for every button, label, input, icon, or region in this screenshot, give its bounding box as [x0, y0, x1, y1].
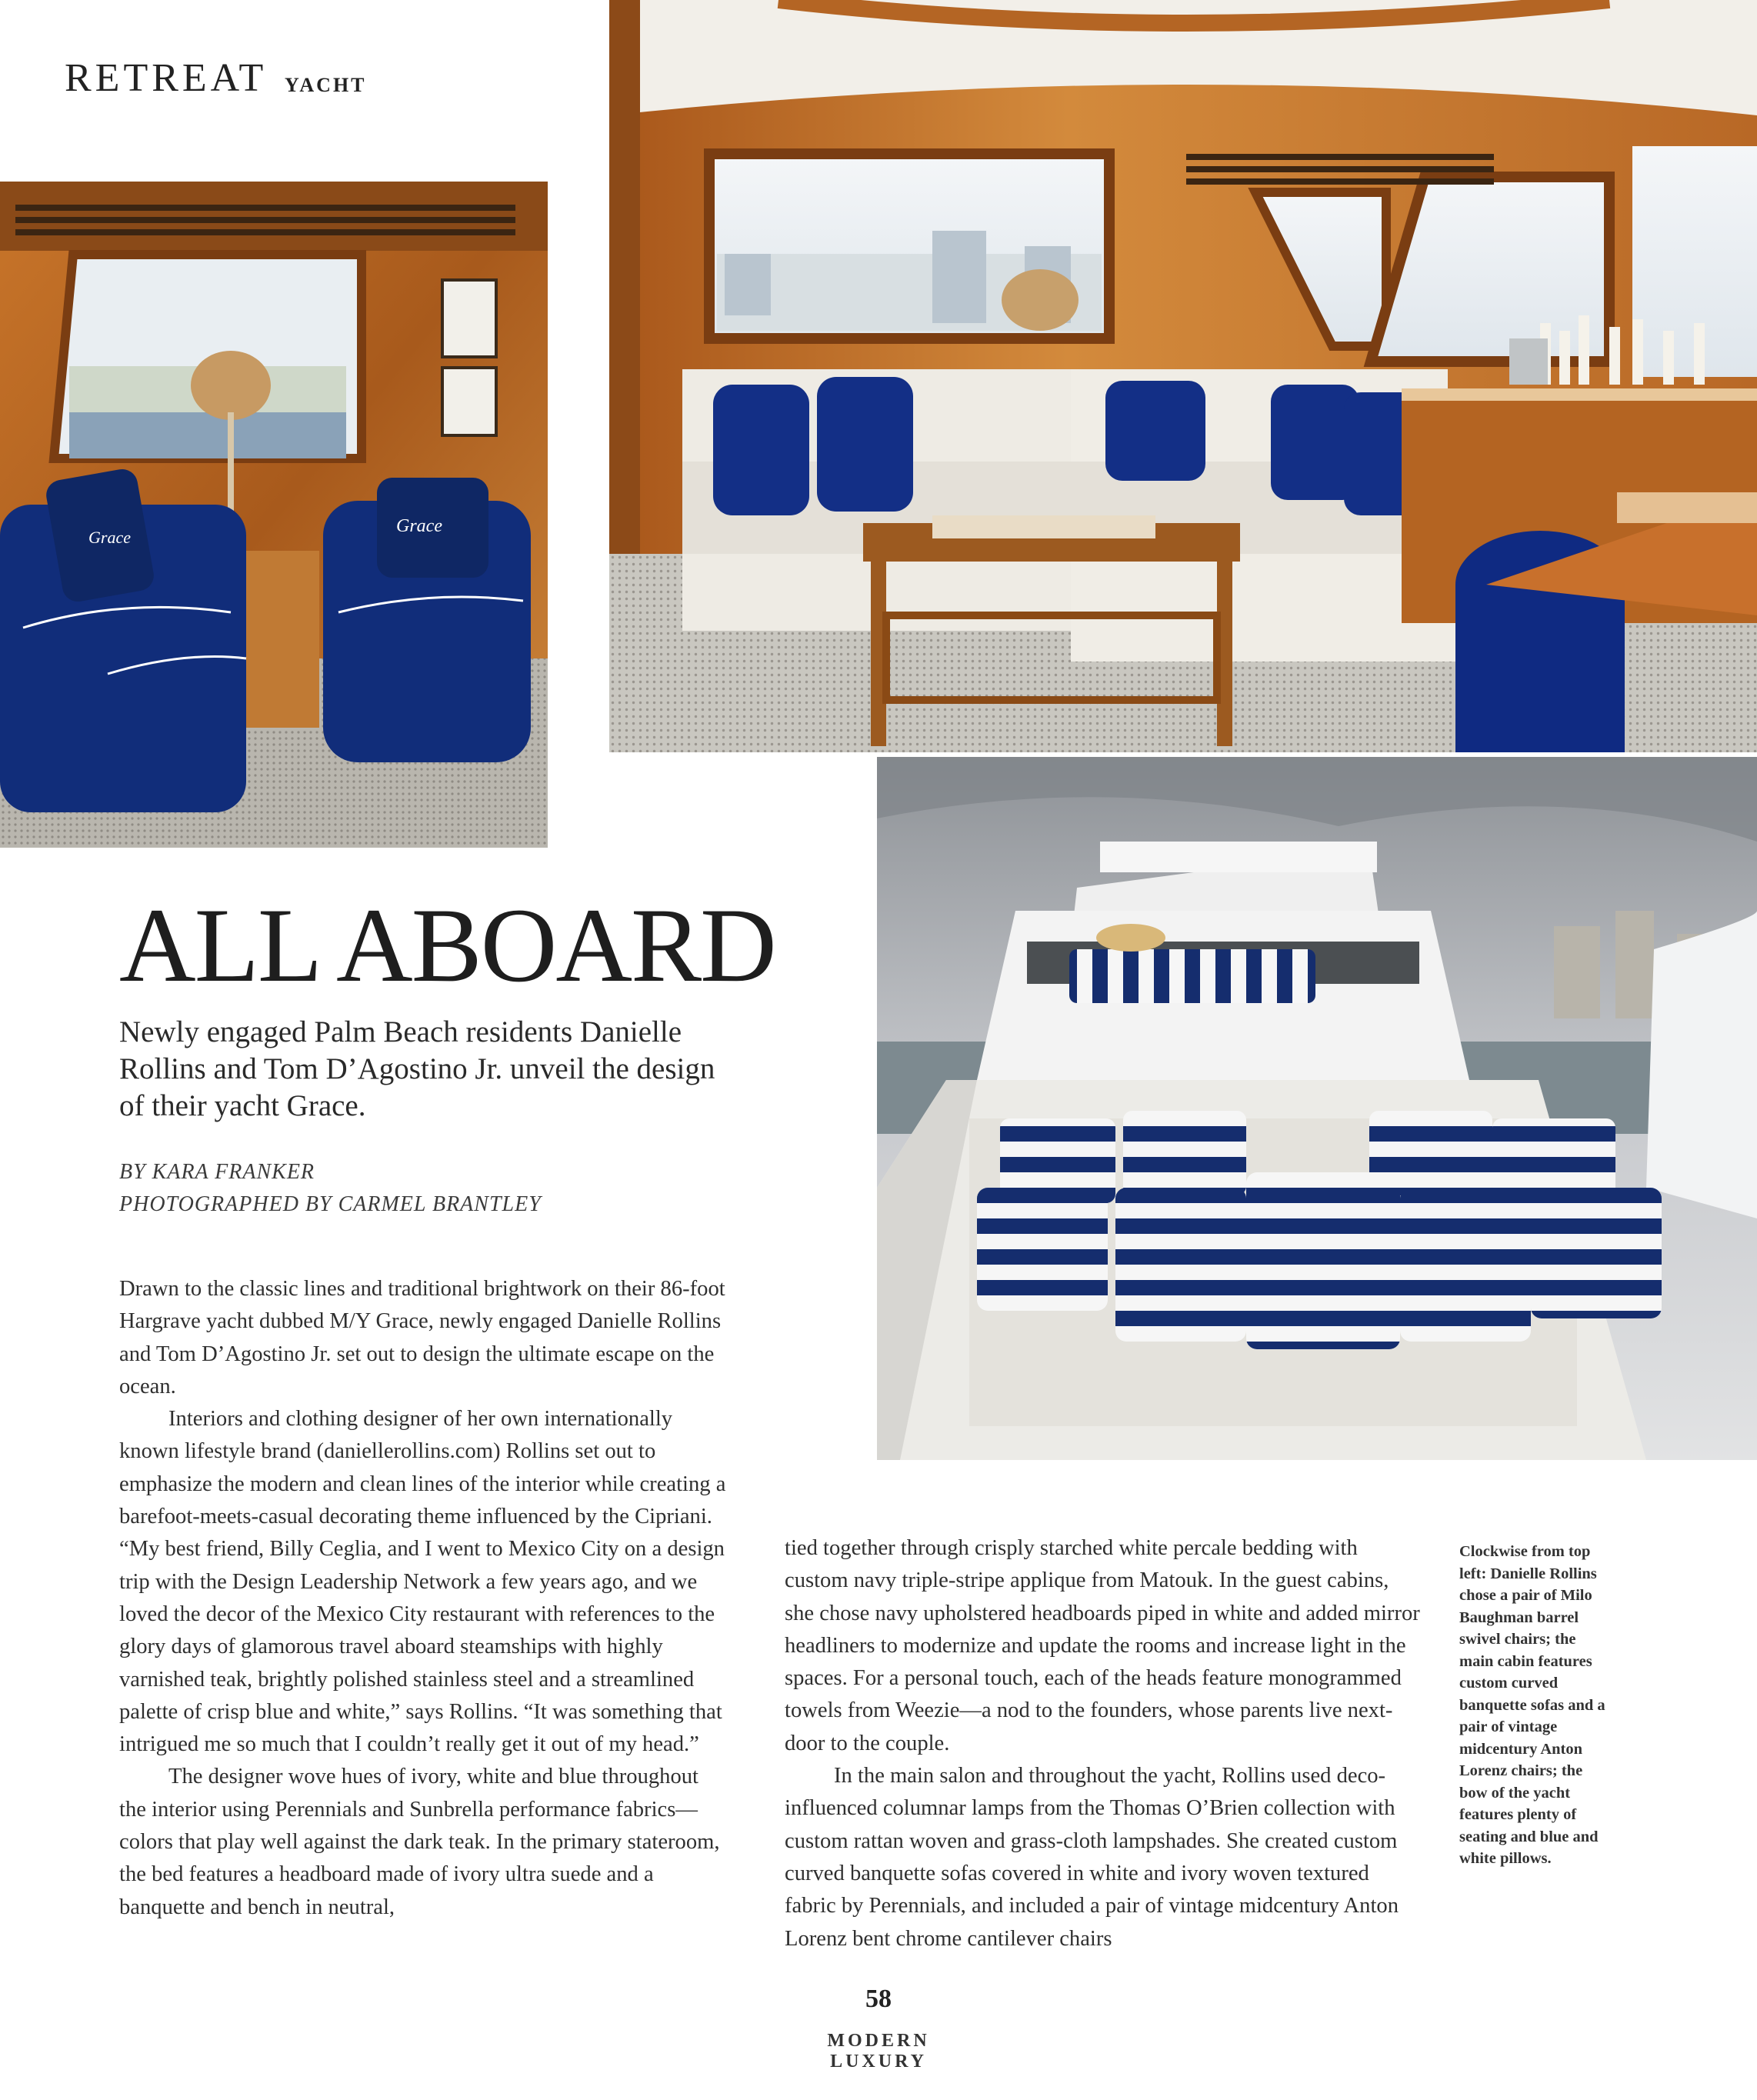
body-column-1 — [119, 1273, 727, 1924]
byline-photographer: PHOTOGRAPHED BY CARMEL BRANTLEY — [119, 1192, 542, 1216]
byline-author: BY KARA FRANKER — [119, 1160, 315, 1184]
body-paragraph: tied together through crisply starched white percale bedding with custom navy triple-stripe applique from Matouk. In the guest cabins, she chose navy upholstered headboards piped in white and added mirror headliners to modernize and update the rooms and increase light in the spaces. For a personal touch, each of the heads feature monogrammed towels from Weezie—a nod to the founders, whose parents live next-door to the couple. — [785, 1536, 1420, 1755]
body-paragraph: Interiors and clothing designer of her own internationally known lifestyle brand (daniellerollins.com) Rollins set out to emphasize the modern and clean lines of the interior while creating a barefoot-meets-casual decorating theme influenced by the Cipriani. “My best friend, Billy Ceglia, and I went to Mexico City on a design trip with the Design Leadership Network a few years ago, and we loved the decor of the Mexico City restaurant with references to the glory days of glamorous travel aboard steamships with highly varnished teak, brightly polished stainless steel and a streamlined palette of crisp blue and white,” says Rollins. “It was something that intrigued me so much that I couldn’t really get it out of my head.” — [119, 1407, 726, 1757]
section-sublabel: YACHT — [285, 74, 367, 96]
publication-name: MODERN LUXURY — [827, 2031, 930, 2072]
pillow-monogram-left: Grace — [88, 528, 131, 547]
article-deck: Newly engaged Palm Beach residents Danielle Rollins and Tom D’Agostino Jr. unveil the design of their yacht Grace. — [119, 1015, 715, 1122]
body-column-2 — [785, 1532, 1423, 1955]
photo-main-salon — [609, 0, 1757, 752]
photo-caption: Clockwise from top left: Danielle Rollins chose a pair of Milo Baughman barrel swivel chairs; the main cabin features custom curved banquette sofas and a pair of vintage midcentury Anton Lorenz chairs; the bow of the yacht features plenty of seating and blue and white pillows. — [1459, 1543, 1605, 1867]
body-paragraph: Drawn to the classic lines and traditional brightwork on their 86-foot Hargrave yacht dubbed M/Y Grace, newly engaged Danielle Rollins and Tom D’Agostino Jr. set out to design the ultimate escape on the ocean. — [119, 1277, 725, 1398]
body-paragraph: In the main salon and throughout the yacht, Rollins used deco-influenced columnar lamps from the Thomas O’Brien collection with custom rattan woven and grass-cloth lampshades. She created custom curved banquette sofas covered in white and ivory woven textured fabric by Perennials, and included a pair of vintage midcentury Anton Lorenz bent chrome cantilever chairs — [785, 1764, 1399, 1951]
section-label: RETREAT — [65, 56, 268, 100]
photo-yacht-bow — [877, 757, 1757, 1460]
pillow-monogram-right: Grace — [396, 516, 442, 536]
photo-swivel-chairs — [0, 182, 548, 848]
article-headline: ALL ABOARD — [119, 886, 775, 1004]
body-paragraph: The designer wove hues of ivory, white and blue throughout the interior using Perennials and Sunbrella performance fabrics—colors that play well against the dark teak. In the primary stateroom, the bed features a headboard made of ivory ultra suede and a banquette and bench in neutral, — [119, 1765, 720, 1919]
page-number-text: 58 — [865, 1985, 892, 2013]
